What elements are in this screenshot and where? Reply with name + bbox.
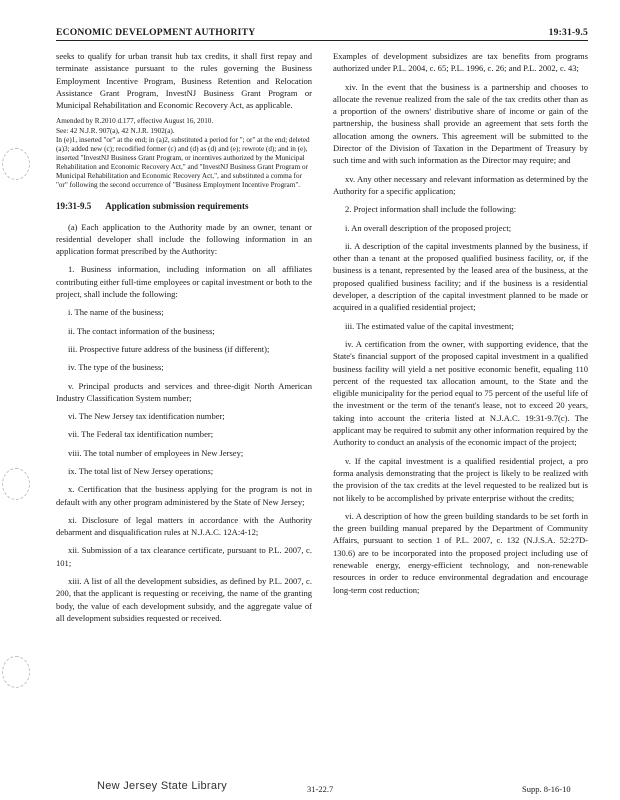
- list-item: viii. The total number of employees in New Jersey;: [68, 447, 244, 458]
- amendment-line: Amended by R.2010 d.177, effective August 16, 2010.: [56, 117, 214, 126]
- continued-paragraph: Examples of development subsidizes are tax benefits from programs authorized under P.L. 2004, c. 65; P.L. 1996, c. 26; and P.L. 2002, c. 43;: [333, 51, 588, 74]
- list-item: v. If the capital investment is a qualified residential project, a pro forma analysis demonstrating that the project is likely to be realized with the provision of the tax credits at the level requested to be realized but is not likely to be accomplished by private enterprise without the credits;: [333, 455, 588, 503]
- right-column: [333, 50, 588, 602]
- list-item: vi. A description of how the green building standards to be set forth in the green building manual prepared by the Department of Community Affairs, pursuant to section 1 of P.L. 2007, c. 132 (N.J.S.A. 52:27D-130.6) are to be incorporated into the proposed project including use of renewable energy, energy-efficient technology, and non-renewable resources in order to reduce environmental degradation and encourage long-term cost reduction;: [333, 510, 588, 595]
- list-item: iv. A certification from the owner, with supporting evidence, that the State's financial support of the proposed capital investment in a qualified business facility will yield a net positive economic benefit, equaling 110 percent of the requested tax allocation amount, to the State and the eligible municipality for the period equal to 75 percent of the useful life of the investment or the term of the tenant's lease, not to exceed 20 years, taking into account the criteria listed at N.J.A.C. 19:31-9.7(c). The applicant may be required to submit any other information required by the Authority to conduct an analysis of the economic impact of the project;: [333, 338, 588, 448]
- list-item: vi. The New Jersey tax identification number;: [68, 411, 225, 422]
- list-item: ii. A description of the capital investments planned by the business, if other than a tenant at the proposed qualified business facility, or, if the business is a tenant, represented by the leased area of the business, at the proposed qualified business facility; and if the business is a residential developer, a description of the capital investment planned to be made or acquired in a qualified residential project;: [333, 240, 588, 313]
- amendment-note: [56, 117, 312, 190]
- header-rule: [56, 40, 588, 41]
- list-item: i. An overall description of the proposed project;: [345, 222, 512, 233]
- list-item: i. The name of the business;: [68, 307, 164, 318]
- list-item: xiv. In the event that the business is a partnership and chooses to allocate the revenue realized from the sale of the tax credits other than as a proportion of the owners' distributive share of income or gain of the partnership, the business shall provide an agreement that sets forth the allocation among the owners. This agreement will be submitted to the Director of the Division of Taxation in the Department of Treasury by such time and with such information as the Director may require; and: [333, 81, 588, 166]
- library-stamp: New Jersey State Library: [97, 780, 228, 792]
- list-item: xii. Submission of a tax clearance certificate, pursuant to P.L. 2007, c. 101;: [56, 545, 312, 568]
- list-item: xi. Disclosure of legal matters in accordance with the Authority debarment and disqualification rules at N.J.A.C. 12A:4-12;: [56, 514, 312, 538]
- list-item: iii. Prospective future address of the business (if different);: [68, 343, 270, 354]
- punch-hole-mark: [2, 148, 30, 180]
- punch-hole-mark: [2, 468, 30, 500]
- header-title: ECONOMIC DEVELOPMENT AUTHORITY: [56, 27, 256, 38]
- left-column: [56, 50, 312, 630]
- list-item: xv. Any other necessary and relevant information as determined by the Authority for a specific application;: [333, 173, 588, 196]
- amendment-line: In (e)1, inserted "or" at the end; in (a)2, substituted a period for "; or" at the end; deleted (a)3; added new (c); recodified former (c) and (d) as (d) and (e); rewrote (d); and in (e), inserted "InvestNJ Business Grant Program, or incentives authorized by the Municipal Rehabilitation and Economic Recovery Act," and "InvestNJ Business Grant Program or Municipal Rehabilitation and Economic Recovery Act,", and substituted a comma for "or" following the second occurrence of "Business Employment Incentive Program".: [56, 135, 310, 190]
- paragraph-1: 1. Business information, including information on all affiliates contributing either full-time employees or capital investment or both to the project, shall include the following:: [56, 264, 312, 300]
- list-item: xiii. A list of all the development subsidies, as defined by P.L. 2007, c. 200, that the applicant is requesting or receiving, the name of the granting body, the value of each development subsidy, and the aggregate value of all development subsidies requested or received.: [56, 576, 312, 623]
- list-item: x. Certification that the business applying for the program is not in default with any other program administered by the State of New Jersey;: [56, 484, 312, 507]
- list-item: v. Principal products and services and three-digit North American Industry Classification System number;: [56, 380, 312, 403]
- list-item: iii. The estimated value of the capital investment;: [345, 320, 514, 331]
- amendment-line: See: 42 N.J.R. 907(a), 42 N.J.R. 1902(a).: [56, 126, 175, 135]
- punch-hole-mark: [2, 656, 30, 688]
- list-item: iv. The type of the business;: [68, 362, 164, 373]
- page-number: 31-22.7: [307, 784, 334, 794]
- list-item: ix. The total list of New Jersey operations;: [68, 465, 214, 476]
- section-heading: [56, 200, 312, 212]
- section-title: Application submission requirements: [105, 201, 249, 212]
- header-section-ref: 19:31-9.5: [548, 27, 588, 38]
- list-item: vii. The Federal tax identification number;: [68, 429, 214, 440]
- section-number: 19:31-9.5: [56, 201, 92, 212]
- supplement-date: Supp. 8-16-10: [522, 784, 571, 794]
- list-item: ii. The contact information of the business;: [68, 325, 215, 336]
- continued-paragraph: seeks to qualify for urban transit hub tax credits, it shall first repay and terminate assistance pursuant to the rules governing the Business Employment Incentive Program, Business Retention and Relocation Assistance Grant Program, InvestNJ Business Grant Program or Municipal Rehabilitation and Economic Recovery Act, as applicable.: [56, 51, 312, 111]
- paragraph-2: 2. Project information shall include the following:: [345, 204, 517, 215]
- paragraph-a: (a) Each application to the Authority made by an owner, tenant or residential developer shall include the following information in an application format prescribed by the Authority:: [56, 221, 312, 257]
